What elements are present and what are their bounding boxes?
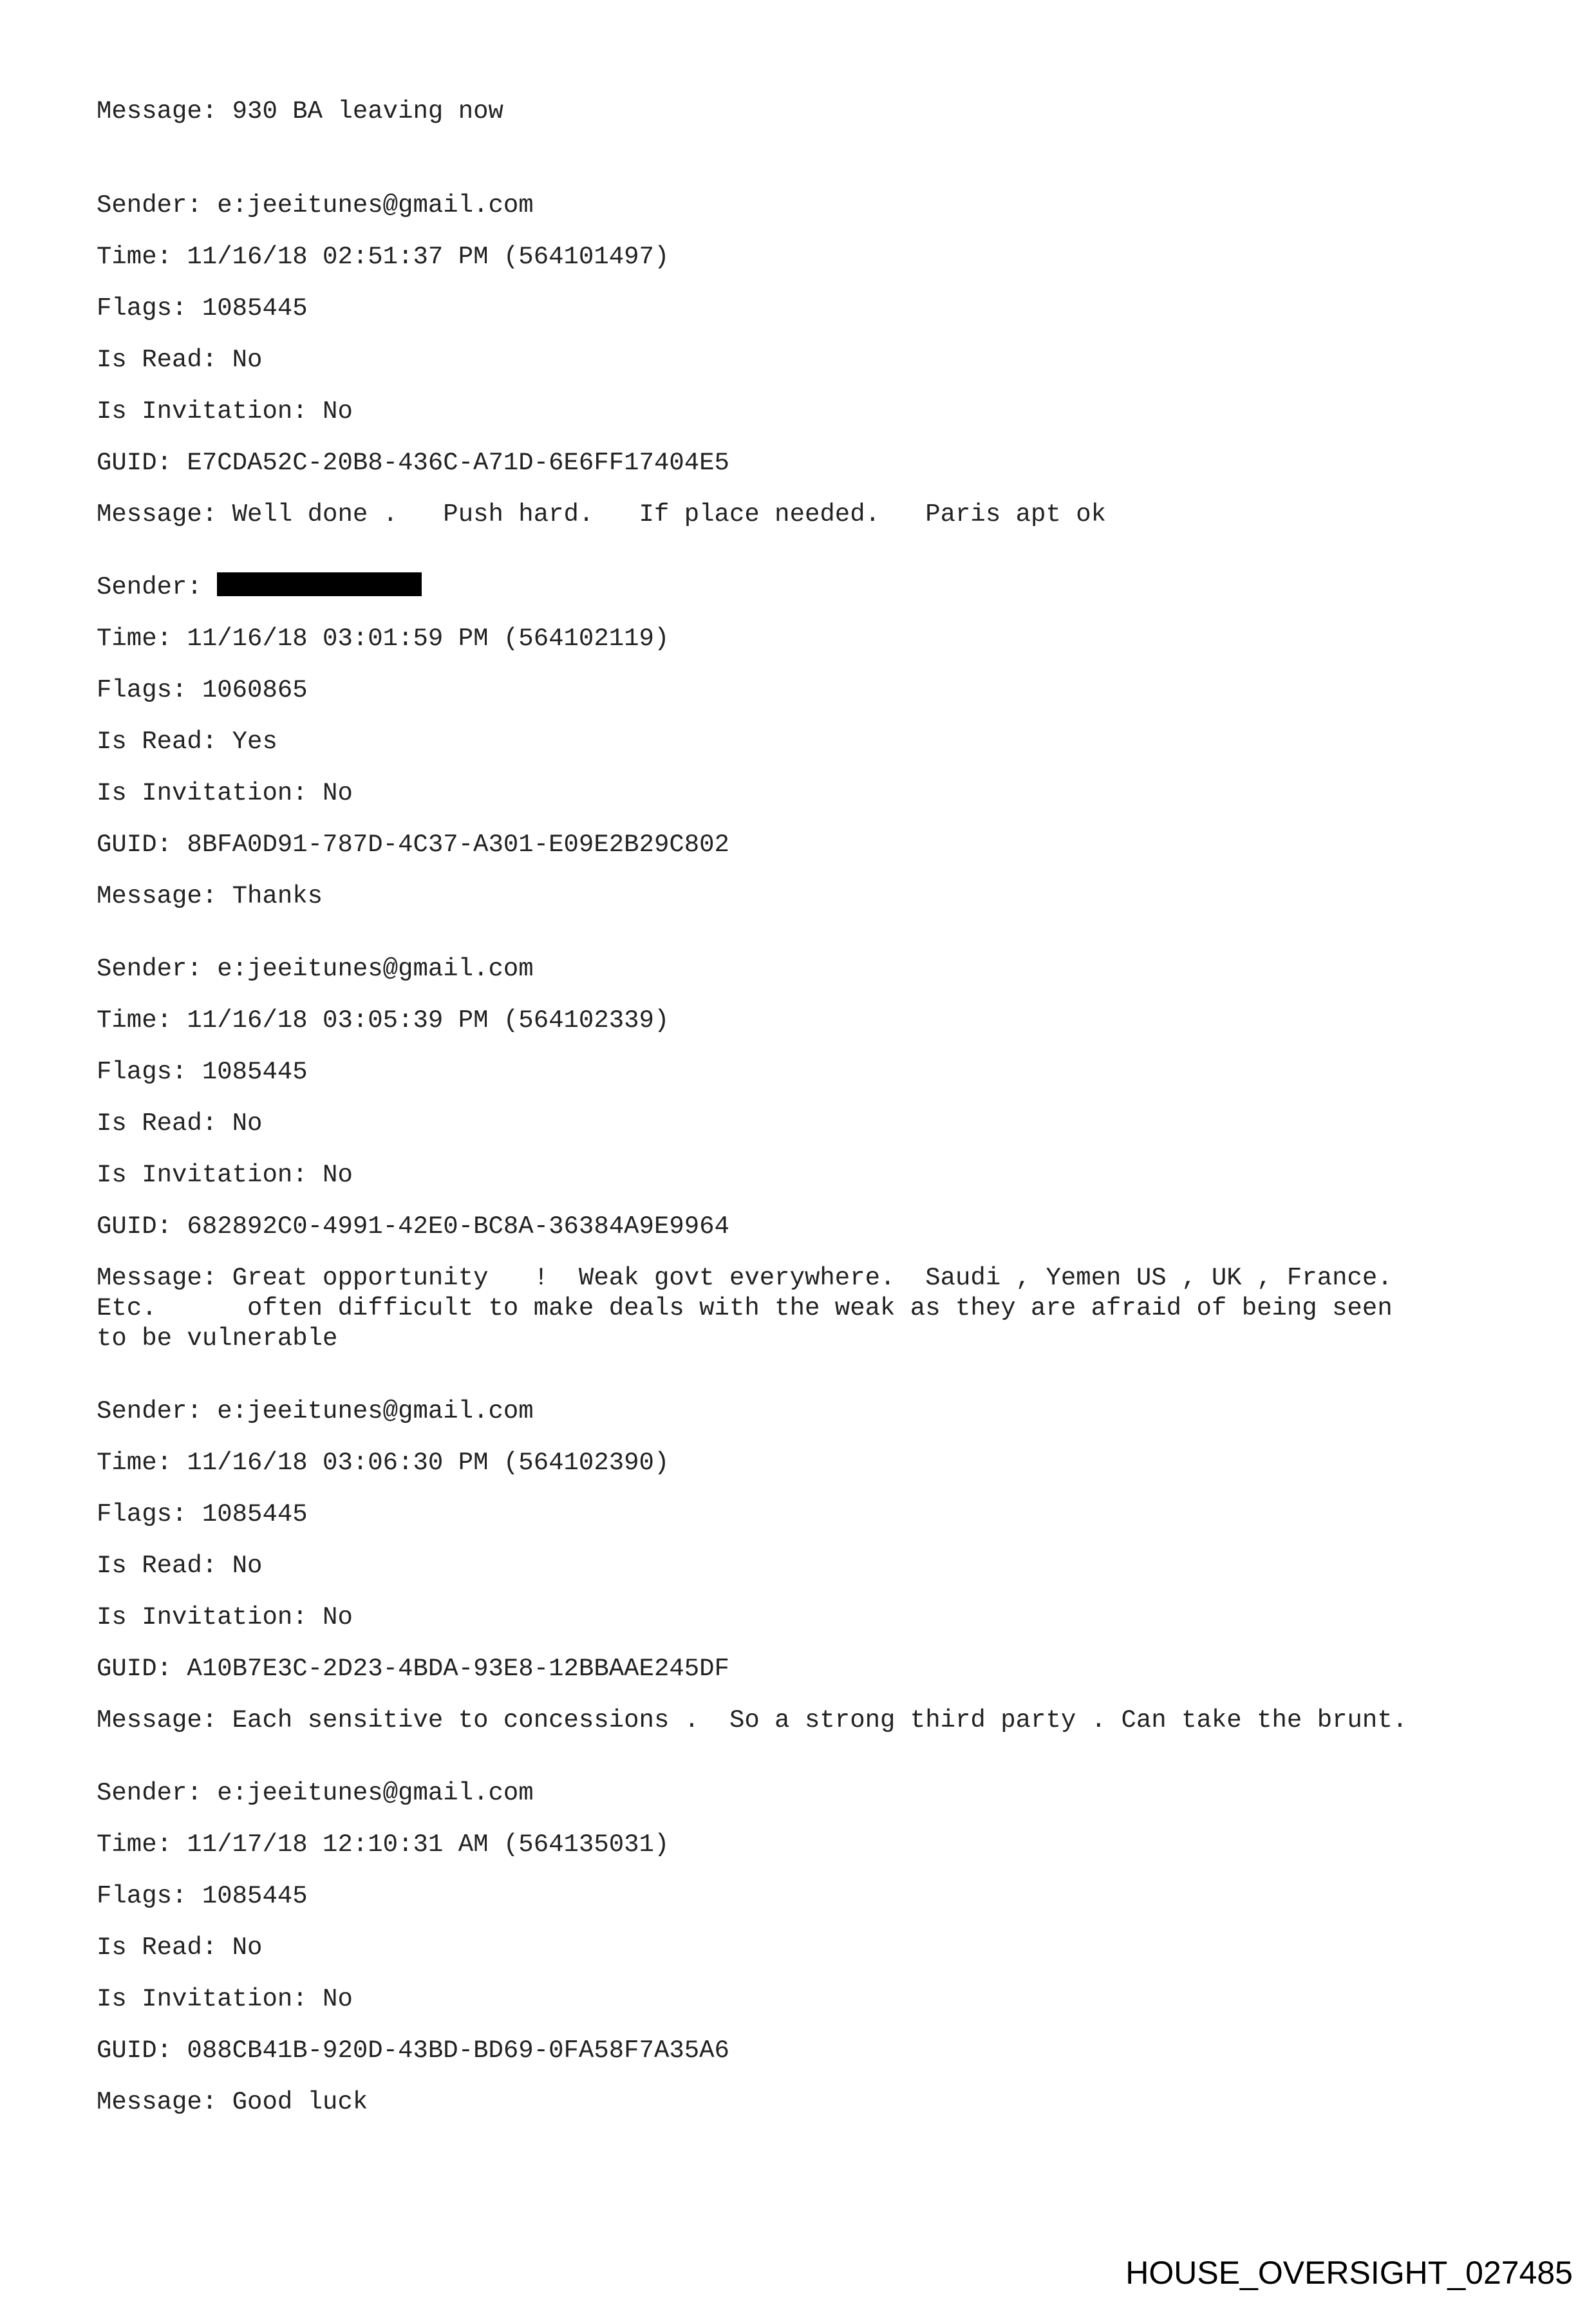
guid-line: GUID: 8BFA0D91-787D-4C37-A301-E09E2B29C802 [97,831,729,859]
message-line: Message: Good luck [97,2088,368,2116]
message-line: Message: Well done . Push hard. If place needed. Paris apt ok [97,500,1107,529]
time-line: Time: 11/16/18 03:01:59 PM (564102119) [97,625,670,653]
message-log [97,97,1513,2160]
is-invitation-line: Is Invitation: No [97,1161,353,1189]
guid-line: GUID: 682892C0-4991-42E0-BC8A-36384A9E9964 [97,1212,729,1241]
sender-line [97,572,1513,624]
message-record [97,954,1513,1354]
sender-line: Sender: e:jeeitunes@gmail.com [97,1779,534,1807]
guid-line: GUID: E7CDA52C-20B8-436C-A71D-6E6FF17404E5 [97,449,729,477]
sender-line: Sender: e:jeeitunes@gmail.com [97,955,534,983]
message-line: Message: 930 BA leaving now [97,97,503,126]
message-line: Message: Thanks [97,882,323,910]
sender-line: Sender: e:jeeitunes@gmail.com [97,1397,534,1425]
sender-label: Sender: [97,573,218,601]
is-invitation-line: Is Invitation: No [97,1985,353,2013]
flags-line: Flags: 1085445 [97,1058,308,1086]
is-invitation-line: Is Invitation: No [97,779,353,807]
message-record [97,572,1513,912]
is-read-line: Is Read: No [97,1933,263,1962]
time-line: Time: 11/17/18 12:10:31 AM (564135031) [97,1830,670,1859]
guid-line: GUID: 088CB41B-920D-43BD-BD69-0FA58F7A35A6 [97,2036,729,2065]
is-read-line: Is Read: No [97,1109,263,1138]
is-read-line: Is Read: No [97,1552,263,1580]
sender-line: Sender: e:jeeitunes@gmail.com [97,191,534,220]
flags-line: Flags: 1085445 [97,1500,308,1528]
time-line: Time: 11/16/18 03:05:39 PM (564102339) [97,1006,670,1035]
time-line: Time: 11/16/18 02:51:37 PM (564101497) [97,243,670,271]
flags-line: Flags: 1060865 [97,676,308,704]
message-record [97,191,1513,530]
is-read-line: Is Read: No [97,346,263,374]
time-line: Time: 11/16/18 03:06:30 PM (564102390) [97,1449,670,1477]
is-invitation-line: Is Invitation: No [97,1603,353,1631]
bates-number: HOUSE_OVERSIGHT_027485 [1125,2255,1573,2291]
message-record [97,1778,1513,2118]
flags-line: Flags: 1085445 [97,294,308,323]
message-record [97,1396,1513,1736]
message-line: Message: Each sensitive to concessions . So a strong third party . Can take the brunt. [97,1706,1408,1734]
message-line: Message: Great opportunity ! Weak govt everywhere. Saudi , Yemen US , UK , France. Etc. often difficult to make deals with the weak as they are afraid of being seen to be vulnerable [97,1264,1393,1353]
guid-line: GUID: A10B7E3C-2D23-4BDA-93E8-12BBAAE245DF [97,1655,729,1683]
is-invitation-line: Is Invitation: No [97,397,353,426]
redaction-box [217,572,422,596]
is-read-line: Is Read: Yes [97,728,277,756]
flags-line: Flags: 1085445 [97,1882,308,1910]
